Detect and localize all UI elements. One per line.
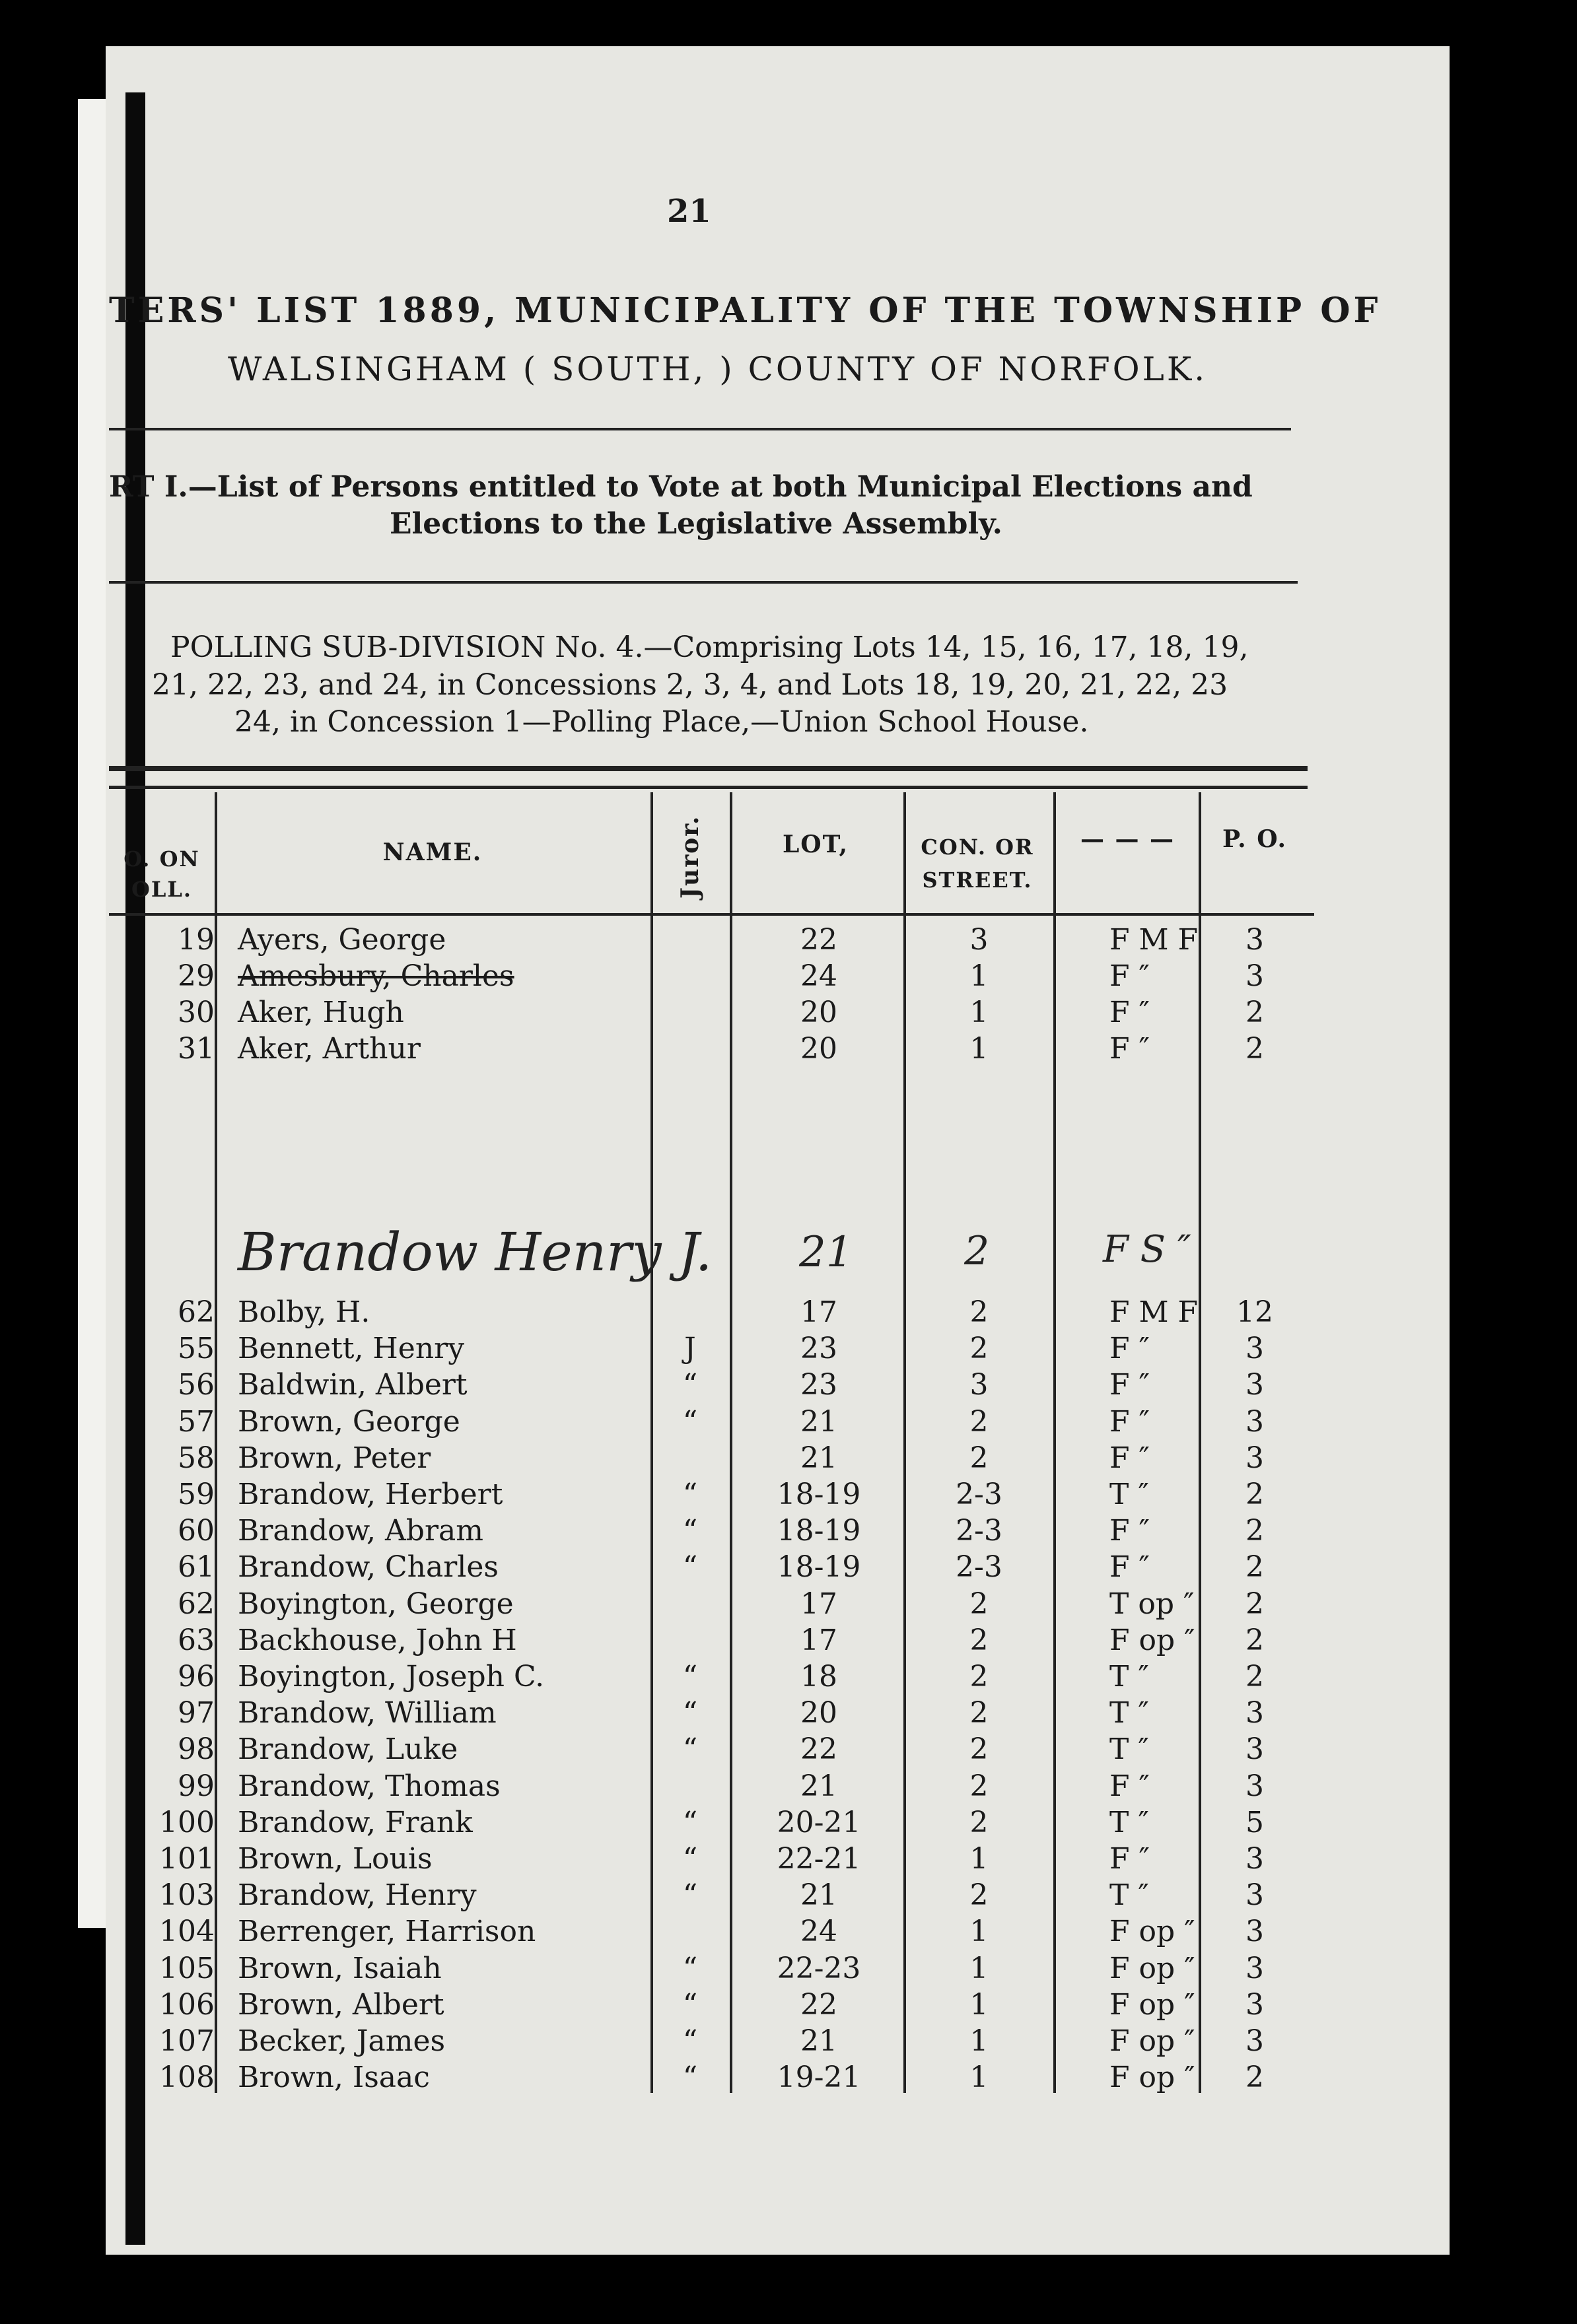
table-top-rule bbox=[109, 766, 1308, 771]
cell-name: Brown, George bbox=[238, 1404, 460, 1439]
cell-lot: 24 bbox=[800, 1915, 837, 1949]
cell-name: Bolby, H. bbox=[238, 1295, 370, 1329]
cell-juror: “ bbox=[682, 1478, 698, 1511]
cell-name: Brandow, William bbox=[238, 1696, 497, 1730]
cell-tenure: F ″ bbox=[1109, 959, 1150, 993]
cell-juror: “ bbox=[682, 1660, 698, 1693]
cell-no: 98 bbox=[178, 1732, 215, 1767]
cell-tenure: T ″ bbox=[1109, 1478, 1149, 1511]
cell-tenure: F op ″ bbox=[1109, 2061, 1195, 2095]
cell-tenure: F ″ bbox=[1109, 1368, 1150, 1402]
polling-line-1: POLLING SUB-DIVISION No. 4.—Comprising Lots 14, 15, 16, 17, 18, 19, bbox=[170, 631, 1249, 664]
cell-no: 30 bbox=[178, 996, 215, 1029]
cell-po: 3 bbox=[1245, 1878, 1264, 1913]
cell-con: 2 bbox=[969, 1805, 989, 1839]
cell-po: 3 bbox=[1245, 1915, 1264, 1949]
cell-lot: 21 bbox=[800, 1404, 837, 1439]
cell-tenure: F ″ bbox=[1109, 996, 1150, 1029]
cell-po: 3 bbox=[1245, 959, 1264, 993]
cell-name: Brown, Albert bbox=[238, 1987, 444, 2022]
cell-tenure: T ″ bbox=[1109, 1878, 1149, 1913]
cell-con: 1 bbox=[969, 1842, 989, 1876]
cell-juror: “ bbox=[682, 1878, 698, 1913]
cell-lot: 19-21 bbox=[777, 2061, 861, 2095]
cell-no: 58 bbox=[178, 1441, 215, 1475]
col-line-2 bbox=[650, 792, 653, 2093]
cell-no: 59 bbox=[178, 1478, 215, 1511]
col-line-6 bbox=[1199, 792, 1201, 2093]
cell-name: Boyington, George bbox=[238, 1587, 514, 1621]
cell-name: Ayers, George bbox=[238, 923, 446, 957]
cell-lot: 21 bbox=[800, 2024, 837, 2058]
col-line-3 bbox=[730, 792, 732, 2093]
cell-name: Brown, Isaiah bbox=[238, 1951, 442, 1985]
cell-juror: “ bbox=[682, 1987, 698, 2022]
cell-po: 2 bbox=[1245, 1550, 1264, 1585]
cell-name: Brandow, Thomas bbox=[238, 1769, 501, 1803]
cell-po: 3 bbox=[1245, 1769, 1264, 1803]
cell-no: 107 bbox=[159, 2024, 215, 2058]
cell-tenure: F op ″ bbox=[1109, 1987, 1195, 2022]
cell-lot: 24 bbox=[800, 959, 837, 993]
cell-tenure: F ″ bbox=[1109, 1404, 1150, 1439]
cell-no: 101 bbox=[159, 1842, 215, 1876]
cell-name: Aker, Arthur bbox=[238, 1032, 421, 1066]
cell-con: 2 bbox=[969, 1623, 989, 1657]
cell-lot: 20 bbox=[800, 1032, 837, 1066]
header-con-line-2: STREET. bbox=[922, 868, 1033, 893]
cell-con: 2-3 bbox=[956, 1514, 1002, 1548]
cell-lot: 17 bbox=[800, 1623, 837, 1657]
cell-no: 99 bbox=[178, 1769, 215, 1803]
cell-lot: 21 bbox=[800, 1878, 837, 1913]
cell-name: Brandow, Charles bbox=[238, 1550, 499, 1585]
cell-lot: 20 bbox=[800, 1696, 837, 1730]
cell-name: Brandow, Abram bbox=[238, 1514, 483, 1548]
cell-lot: 18 bbox=[800, 1660, 837, 1693]
cell-no: 104 bbox=[159, 1915, 215, 1949]
cell-lot: 17 bbox=[800, 1295, 837, 1329]
cell-tenure: F op ″ bbox=[1109, 2024, 1195, 2058]
cell-lot: 23 bbox=[800, 1332, 837, 1366]
cell-po: 3 bbox=[1245, 1441, 1264, 1475]
cell-no: 103 bbox=[159, 1878, 215, 1913]
cell-juror: “ bbox=[682, 2024, 698, 2058]
cell-con: 1 bbox=[969, 959, 989, 993]
cell-no: 105 bbox=[159, 1951, 215, 1985]
cell-con: 1 bbox=[969, 2024, 989, 2058]
rule-2 bbox=[109, 581, 1298, 584]
cell-lot: 22 bbox=[800, 1987, 837, 2022]
cell-con: 2-3 bbox=[956, 1550, 1002, 1585]
cell-po: 3 bbox=[1245, 1732, 1264, 1767]
cell-no: 62 bbox=[178, 1587, 215, 1621]
cell-po: 3 bbox=[1245, 1368, 1264, 1402]
cell-po: 3 bbox=[1245, 1842, 1264, 1876]
cell-tenure: F op ″ bbox=[1109, 1915, 1195, 1949]
cell-juror: “ bbox=[682, 1514, 698, 1548]
cell-tenure: F ″ bbox=[1109, 1332, 1150, 1366]
cell-name: Berrenger, Harrison bbox=[238, 1915, 536, 1949]
header-po: P. O. bbox=[1222, 825, 1287, 853]
cell-no: 19 bbox=[178, 923, 215, 957]
cell-lot: 23 bbox=[800, 1368, 837, 1402]
cell-po: 3 bbox=[1245, 923, 1264, 957]
cell-lot: 18-19 bbox=[777, 1514, 861, 1548]
header-lot: LOT, bbox=[782, 831, 849, 858]
cell-no: 60 bbox=[178, 1514, 215, 1548]
cell-juror: “ bbox=[682, 1404, 698, 1439]
cell-juror: “ bbox=[682, 1550, 698, 1585]
cell-tenure: T ″ bbox=[1109, 1696, 1149, 1730]
cell-po: 3 bbox=[1245, 1951, 1264, 1985]
cell-no: 61 bbox=[178, 1550, 215, 1585]
cell-name: Aker, Hugh bbox=[238, 996, 404, 1029]
cell-tenure: T ″ bbox=[1109, 1732, 1149, 1767]
cell-po: 3 bbox=[1245, 1404, 1264, 1439]
cell-no: 31 bbox=[178, 1032, 215, 1066]
cell-po: 12 bbox=[1236, 1295, 1273, 1329]
part-heading-line-2: Elections to the Legislative Assembly. bbox=[390, 507, 1002, 541]
cell-tenure: F ″ bbox=[1109, 1842, 1150, 1876]
title-line-1: TERS' LIST 1889, MUNICIPALITY OF THE TOWNSHIP OF bbox=[109, 290, 1382, 331]
cell-con: 2 bbox=[969, 1404, 989, 1439]
cell-name: Brandow, Luke bbox=[238, 1732, 458, 1767]
cell-con: 2 bbox=[969, 1769, 989, 1803]
cell-tenure: F op ″ bbox=[1109, 1951, 1195, 1985]
cell-con: 1 bbox=[969, 1032, 989, 1066]
cell-lot: 18-19 bbox=[777, 1478, 861, 1511]
page-number: 21 bbox=[667, 193, 711, 230]
cell-no: 56 bbox=[178, 1368, 215, 1402]
cell-po: 2 bbox=[1245, 996, 1264, 1029]
cell-tenure: F ″ bbox=[1109, 1514, 1150, 1548]
cell-lot: 17 bbox=[800, 1587, 837, 1621]
cell-con: 2 bbox=[969, 1587, 989, 1621]
cell-po: 3 bbox=[1245, 1332, 1264, 1366]
header-no-line-2: OLL. bbox=[131, 877, 192, 902]
cell-name: Brandow, Henry bbox=[238, 1878, 477, 1913]
cell-lot: 18-19 bbox=[777, 1550, 861, 1585]
cell-no: 57 bbox=[178, 1404, 215, 1439]
cell-po: 2 bbox=[1245, 1514, 1264, 1548]
cell-con: 2 bbox=[969, 1732, 989, 1767]
cell-lot: 20 bbox=[800, 996, 837, 1029]
cell-name: Becker, James bbox=[238, 2024, 446, 2058]
cell-juror: “ bbox=[682, 2061, 698, 2095]
cell-con: 2 bbox=[969, 1696, 989, 1730]
header-blank: — — — bbox=[1080, 825, 1175, 853]
cell-tenure: F M F bbox=[1109, 1295, 1199, 1329]
part-heading-line-1: RT I.—List of Persons entitled to Vote at both Municipal Elections and bbox=[109, 470, 1253, 504]
cell-no: 96 bbox=[178, 1660, 215, 1693]
cell-con: 1 bbox=[969, 1987, 989, 2022]
cell-no: 106 bbox=[159, 1987, 215, 2022]
cell-name: Brown, Peter bbox=[238, 1441, 431, 1475]
cell-no: 29 bbox=[178, 959, 215, 993]
cell-con: 1 bbox=[969, 1951, 989, 1985]
header-con-or-street bbox=[905, 831, 1050, 897]
cell-no: 55 bbox=[178, 1332, 215, 1366]
cell-no: 100 bbox=[159, 1805, 215, 1839]
cell-juror: “ bbox=[682, 1696, 698, 1730]
cell-lot: 22-23 bbox=[777, 1951, 861, 1985]
header-con-line-1: CON. OR bbox=[921, 835, 1034, 860]
cell-po: 2 bbox=[1245, 1587, 1264, 1621]
cell-juror: “ bbox=[682, 1805, 698, 1839]
cell-no: 97 bbox=[178, 1696, 215, 1730]
cell-name: Boyington, Joseph C. bbox=[238, 1660, 545, 1693]
cell-no: 108 bbox=[159, 2061, 215, 2095]
cell-lot: 22 bbox=[800, 923, 837, 957]
cell-con: 3 bbox=[969, 1368, 989, 1402]
header-bottom-rule bbox=[109, 913, 1314, 916]
cell-name: Brandow, Herbert bbox=[238, 1478, 503, 1511]
cell-con: 2-3 bbox=[956, 1478, 1002, 1511]
cell-po: 2 bbox=[1245, 2061, 1264, 2095]
cell-po: 2 bbox=[1245, 1660, 1264, 1693]
cell-tenure: T op ″ bbox=[1109, 1587, 1195, 1621]
cell-lot: 21 bbox=[800, 1441, 837, 1475]
cell-po: 3 bbox=[1245, 1696, 1264, 1730]
cell-po: 2 bbox=[1245, 1032, 1264, 1066]
cell-con: 1 bbox=[969, 1915, 989, 1949]
cell-po: 5 bbox=[1245, 1805, 1264, 1839]
handwritten-name: Brandow Henry J. bbox=[238, 1221, 713, 1283]
cell-name: Backhouse, John H bbox=[238, 1623, 517, 1657]
cell-con: 1 bbox=[969, 2061, 989, 2095]
cell-name: Brandow, Frank bbox=[238, 1805, 473, 1839]
cell-lot: 20-21 bbox=[777, 1805, 861, 1839]
rule-1 bbox=[109, 428, 1291, 430]
cell-lot: 22 bbox=[800, 1732, 837, 1767]
cell-juror: “ bbox=[682, 1732, 698, 1767]
cell-juror: “ bbox=[682, 1951, 698, 1985]
cell-tenure: T ″ bbox=[1109, 1660, 1149, 1693]
handwritten-col: F S ″ bbox=[1103, 1228, 1191, 1271]
cell-con: 2 bbox=[969, 1332, 989, 1366]
col-line-4 bbox=[903, 792, 906, 2093]
handwritten-con: 2 bbox=[964, 1228, 990, 1274]
cell-po: 2 bbox=[1245, 1623, 1264, 1657]
cell-con: 1 bbox=[969, 996, 989, 1029]
title-line-2: WALSINGHAM ( SOUTH, ) COUNTY OF NORFOLK. bbox=[228, 350, 1208, 388]
cell-con: 3 bbox=[969, 923, 989, 957]
header-no-line-1: O. ON bbox=[123, 846, 200, 872]
cell-tenure: F M F bbox=[1109, 923, 1199, 957]
polling-line-3: 24, in Concession 1—Polling Place,—Union School House. bbox=[234, 705, 1089, 739]
cell-juror: J bbox=[684, 1332, 696, 1366]
cell-con: 2 bbox=[969, 1878, 989, 1913]
cell-tenure: F ″ bbox=[1109, 1769, 1150, 1803]
cell-po: 2 bbox=[1245, 1478, 1264, 1511]
handwritten-lot: 21 bbox=[799, 1228, 853, 1277]
cell-po: 3 bbox=[1245, 1987, 1264, 2022]
cell-no: 62 bbox=[178, 1295, 215, 1329]
header-name: NAME. bbox=[382, 838, 483, 866]
cell-no: 63 bbox=[178, 1623, 215, 1657]
cell-name: Amesbury, Charles bbox=[238, 959, 514, 993]
cell-name: Baldwin, Albert bbox=[238, 1368, 468, 1402]
col-line-5 bbox=[1053, 792, 1056, 2093]
cell-juror: “ bbox=[682, 1842, 698, 1876]
cell-tenure: F op ″ bbox=[1109, 1623, 1195, 1657]
cell-tenure: F ″ bbox=[1109, 1441, 1150, 1475]
cell-po: 3 bbox=[1245, 2024, 1264, 2058]
polling-line-2: 21, 22, 23, and 24, in Concessions 2, 3, 4, and Lots 18, 19, 20, 21, 22, 23 bbox=[152, 668, 1228, 702]
cell-con: 2 bbox=[969, 1441, 989, 1475]
col-line-1 bbox=[215, 792, 217, 2093]
cell-con: 2 bbox=[969, 1295, 989, 1329]
table-top-rule-2 bbox=[109, 786, 1308, 789]
cell-tenure: T ″ bbox=[1109, 1805, 1149, 1839]
header-juror: Juror. bbox=[676, 815, 704, 899]
cell-lot: 21 bbox=[800, 1769, 837, 1803]
cell-name: Brown, Louis bbox=[238, 1842, 433, 1876]
cell-lot: 22-21 bbox=[777, 1842, 861, 1876]
cell-name: Bennett, Henry bbox=[238, 1332, 465, 1366]
cell-name: Brown, Isaac bbox=[238, 2061, 430, 2095]
cell-tenure: F ″ bbox=[1109, 1032, 1150, 1066]
cell-con: 2 bbox=[969, 1660, 989, 1693]
header-no-on-roll bbox=[109, 844, 215, 905]
cell-juror: “ bbox=[682, 1368, 698, 1402]
cell-tenure: F ″ bbox=[1109, 1550, 1150, 1585]
